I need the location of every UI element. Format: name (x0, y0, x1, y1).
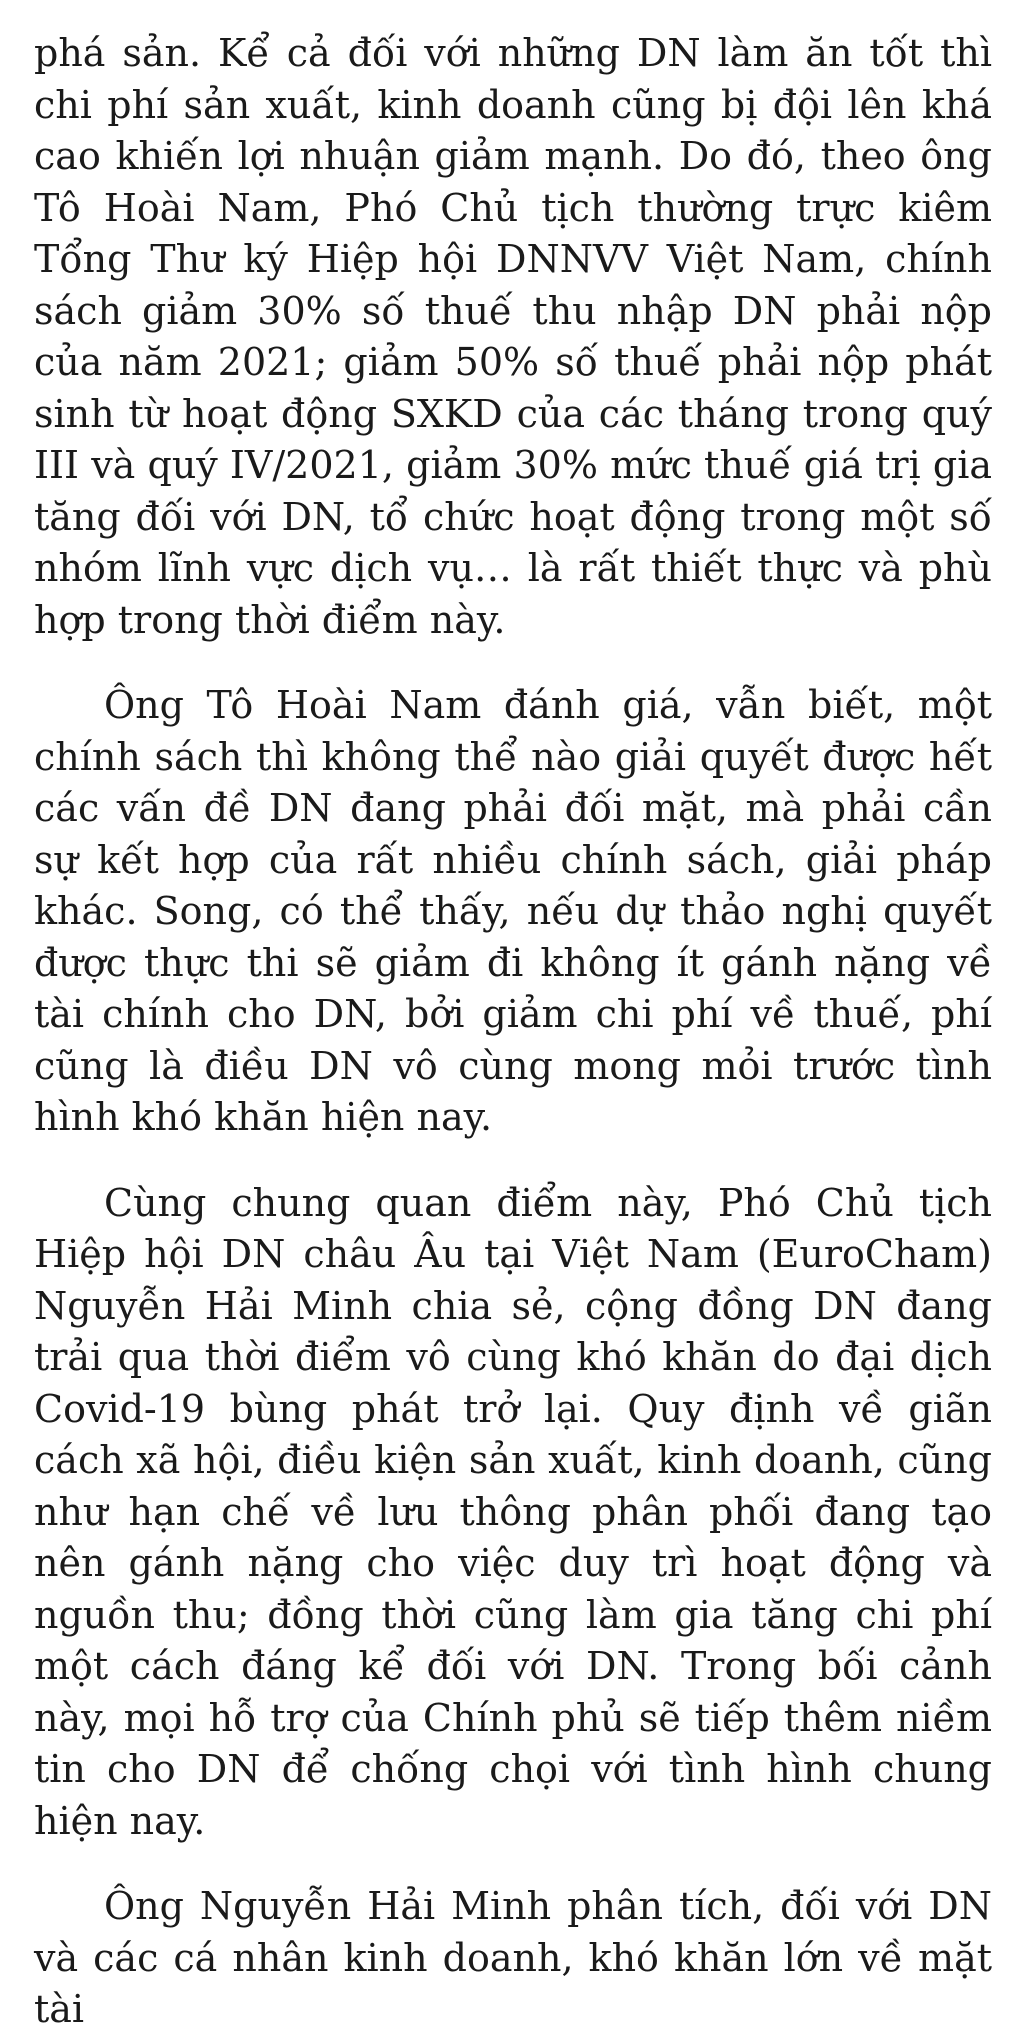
document-page (34, 28, 992, 2036)
paragraph-1: phá sản. Kể cả đối với những DN làm ăn tốt thì chi phí sản xuất, kinh doanh cũng bị đội lên khá cao khiến lợi nhuận giảm mạnh. Do đó, theo ông Tô Hoài Nam, Phó Chủ tịch thường trực kiêm Tổng Thư ký Hiệp hội DNNVV Việt Nam, chính sách giảm 30% số thuế thu nhập DN phải nộp của năm 2021; giảm 50% số thuế phải nộp phát sinh từ hoạt động SXKD của các tháng trong quý III và quý IV/2021, giảm 30% mức thuế giá trị gia tăng đối với DN, tổ chức hoạt động trong một số nhóm lĩnh vực dịch vụ… là rất thiết thực và phù hợp trong thời điểm này. (34, 31, 992, 642)
paragraph-gap (34, 646, 992, 680)
paragraph-2: Ông Tô Hoài Nam đánh giá, vẫn biết, một chính sách thì không thể nào giải quyết được hết các vấn đề DN đang phải đối mặt, mà phải cần sự kết hợp của rất nhiều chính sách, giải pháp khác. Song, có thể thấy, nếu dự thảo nghị quyết được thực thi sẽ giảm đi không ít gánh nặng về tài chính cho DN, bởi giảm chi phí về thuế, phí cũng là điều DN vô cùng mong mỏi trước tình hình khó khăn hiện nay. (34, 683, 992, 1139)
paragraph-4: Ông Nguyễn Hải Minh phân tích, đối với DN và các cá nhân kinh doanh, khó khăn lớn về mặt tài (34, 1884, 992, 2031)
paragraph-gap (34, 1144, 992, 1178)
paragraph-3: Cùng chung quan điểm này, Phó Chủ tịch Hiệp hội DN châu Âu tại Việt Nam (EuroCham) Nguyễn Hải Minh chia sẻ, cộng đồng DN đang trải qua thời điểm vô cùng khó khăn do đại dịch Covid-19 bùng phát trở lại. Quy định về giãn cách xã hội, điều kiện sản xuất, kinh doanh, cũng như hạn chế về lưu thông phân phối đang tạo nên gánh nặng cho việc duy trì hoạt động và nguồn thu; đồng thời cũng làm gia tăng chi phí một cách đáng kể đối với DN. Trong bối cảnh này, mọi hỗ trợ của Chính phủ sẽ tiếp thêm niềm tin cho DN để chống chọi với tình hình chung hiện nay. (34, 1180, 992, 1843)
paragraph-gap (34, 1847, 992, 1881)
